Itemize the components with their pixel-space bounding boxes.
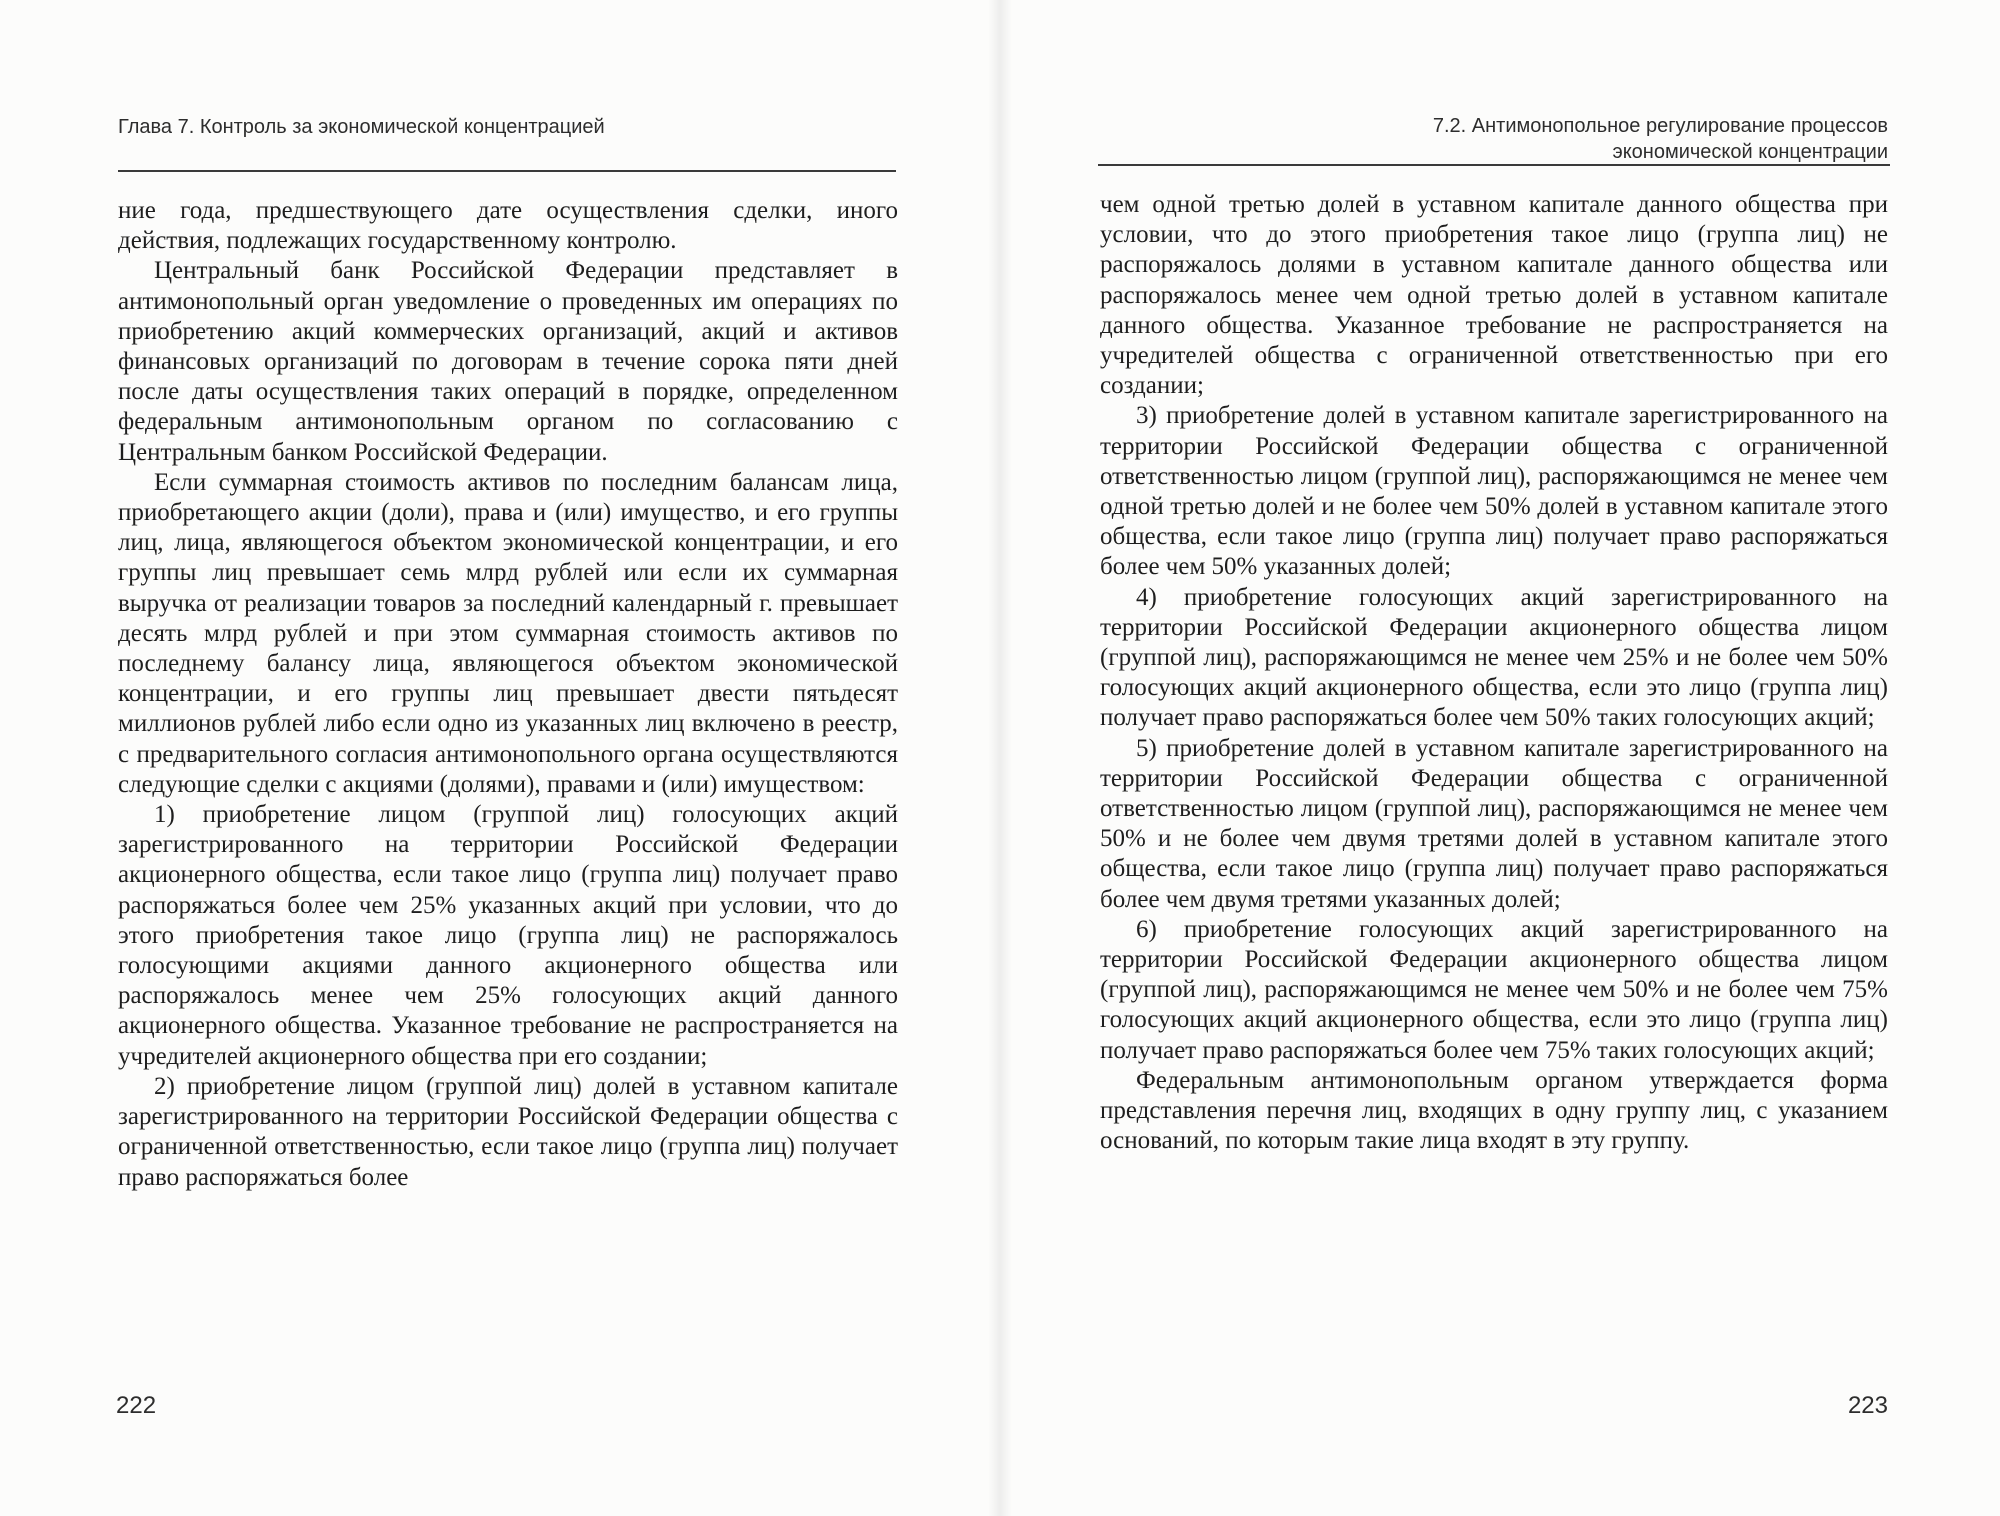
paragraph: Федеральным антимонопольным органом утверждается форма представления перечня лиц, входящих в одну группу лиц, с указанием оснований, по которым такие лица входят в эту группу.: [1100, 1066, 1888, 1155]
running-head-right: [1433, 113, 1888, 165]
list-item: 4) приобретение голосующих акций зарегистрированного на территории Российской Федерации акционерного общества лицом (группой лиц), распоряжающимся не менее чем 25% и не более чем 50% голосующих акций акционерного общества, если это лицо (группа лиц) получает право распоряжаться более чем 50% таких голосующих акций;: [1100, 583, 1888, 732]
book-gutter: [988, 0, 1012, 1516]
page-number-left: 222: [116, 1392, 157, 1419]
list-item: 6) приобретение голосующих акций зарегистрированного на территории Российской Федерации акционерного общества лицом (группой лиц), распоряжающимся не менее чем 50% и не более чем 75% голосующих акций акционерного общества, если это лицо (группа лиц) получает право распоряжаться более чем 75% таких голосующих акций;: [1100, 915, 1888, 1064]
running-head-line: экономической концентрации: [1612, 141, 1888, 163]
paragraph: Если суммарная стоимость активов по последним балансам лица, приобретающего акции (доли), права и (или) имущество, и его группы лиц, лица, являющегося объектом экономической концентрации, и его группы лиц превышает семь млрд рублей или если их суммарная выручка от реализации товаров за последний календарный г. превышает десять млрд рублей и при этом суммарная стоимость активов по последнему балансу лица, являющегося объектом экономической концентрации, и его группы лиц превышает двести пятьдесят миллионов рублей либо если одно из указанных лиц включено в реестр, с предварительного согласия антимонопольного органа осуществляются следующие сделки с акциями (долями), правами и (или) имуществом:: [118, 468, 898, 798]
running-head-line: 7.2. Антимонопольное регулирование процессов: [1432, 115, 1888, 137]
paragraph: ние года, предшествующего дате осуществления сделки, иного действия, подлежащих государственному контролю.: [118, 197, 898, 255]
list-item: 2) приобретение лицом (группой лиц) долей в уставном капитале зарегистрированного на территории Российской Федерации общества с ограниченной ответственностью, если такое лицо (группа лиц) получает право распоряжаться более: [118, 1072, 898, 1191]
body-text-right: [1100, 190, 1888, 1157]
body-text-left: [118, 196, 898, 1193]
list-item: 3) приобретение долей в уставном капитале зарегистрированного на территории Российской Федерации общества с ограниченной ответственностью лицом (группой лиц), распоряжающимся не менее чем одной третью долей и не более чем 50% долей в уставном капитале этого общества, если такое лицо (группа лиц) получает право распоряжаться более чем 50% указанных долей;: [1100, 402, 1888, 581]
page-number-right: 223: [1847, 1392, 1888, 1419]
paragraph: Центральный банк Российской Федерации представляет в антимонопольный орган уведомление о проведенных им операциях по приобретению акций коммерческих организаций, акций и активов финансовых организаций по договорам в течение сорока пяти дней после даты осуществления таких операций в порядке, определенном федеральным антимонопольным органом по согласованию с Центральным банком Российской Федерации.: [118, 257, 898, 466]
right-page: [1000, 0, 2000, 1516]
header-rule-right: [1098, 164, 1890, 166]
list-item: 5) приобретение долей в уставном капитале зарегистрированного на территории Российской Федерации общества с ограниченной ответственностью лицом (группой лиц), распоряжающимся не менее чем 50% и не более чем двумя третями долей в уставном капитале этого общества, если такое лицо (группа лиц) получает право распоряжаться более чем двумя третями указанных долей;: [1100, 734, 1888, 913]
list-item: 1) приобретение лицом (группой лиц) голосующих акций зарегистрированного на территории Российской Федерации акционерного общества, если такое лицо (группа лиц) получает право распоряжаться более чем 25% указанных акций при условии, что до этого приобретения такое лицо (группа лиц) не распоряжалось голосующими акциями данного акционерного общества или распоряжалось менее чем 25% голосующих акций данного акционерного общества. Указанное требование не распространяется на учредителей акционерного общества при его создании;: [118, 801, 898, 1070]
paragraph: чем одной третью долей в уставном капитале данного общества при условии, что до этого приобретения такое лицо (группа лиц) не распоряжалось долями в уставном капитале данного общества или распоряжалось менее чем одной третью долей в уставном капитале данного общества. Указанное требование не распространяется на учредителей общества с ограниченной ответственностью при его создании;: [1100, 191, 1888, 400]
running-head-left: Глава 7. Контроль за экономической концентрацией: [118, 116, 605, 138]
header-rule-left: [118, 170, 896, 172]
